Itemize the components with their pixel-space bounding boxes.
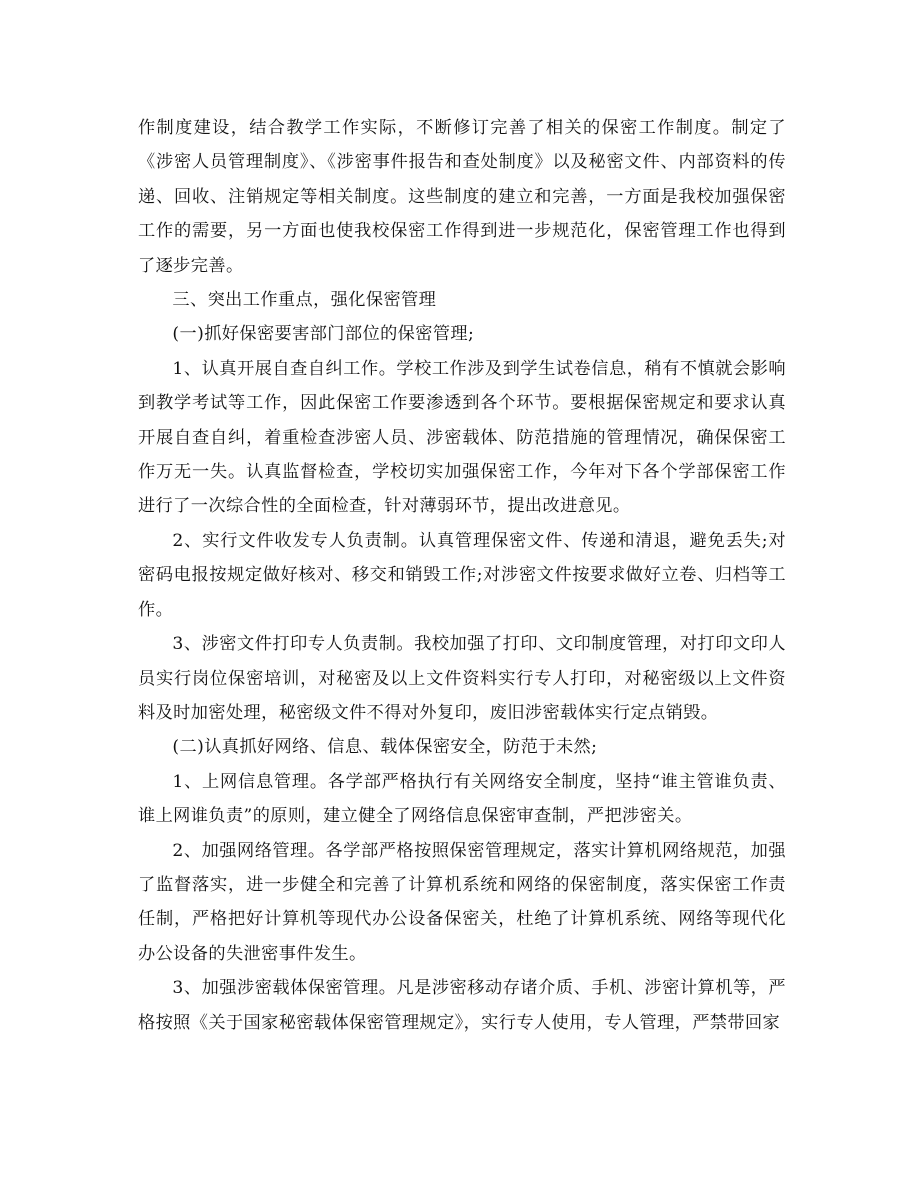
paragraph-item-2-document-handling: 2、实行文件收发专人负责制。认真管理保密文件、传递和清退，避免丢失;对密码电报按规定做好核对、移交和销毁工作;对涉密文件按要求做好立卷、归档等工作。 bbox=[138, 530, 786, 620]
paragraph-item-3-printing: 3、涉密文件打印专人负责制。我校加强了打印、文印制度管理，对打印文印人员实行岗位保密培训，对秘密及以上文件资料实行专人打印，对秘密级以上文件资料及时加密处理，秘密级文件不得对外复印，废旧涉密载体实行定点销毁。 bbox=[138, 634, 786, 723]
paragraph-item-1-self-check: 1、认真开展自查自纠工作。学校工作涉及到学生试卷信息，稍有不慎就会影响到教学考试等工作，因此保密工作要渗透到各个环节。要根据保密规定和要求认真开展自查自纠，着重检查涉密人员、涉密载体、防范措施的管理情况，确保保密工作万无一失。认真监督检查，学校切实加强保密工作，今年对下各个学部保密工作进行了一次综合性的全面检查，针对薄弱环节，提出改进意见。 bbox=[138, 358, 786, 517]
section-heading-3: 三、突出工作重点，强化保密管理 bbox=[172, 290, 437, 311]
paragraph-continuation: 作制度建设，结合教学工作实际，不断修订完善了相关的保密工作制度。制定了《涉密人员管理制度》、《涉密事件报告和查处制度》以及秘密文件、内部资料的传递、回收、注销规定等相关制度。这些制度的建立和完善，一方面是我校加强保密工作的需要，另一方面也使我校保密工作得到进一步规范化，保密管理工作也得到了逐步完善。 bbox=[138, 118, 786, 276]
paragraph-item-1-online-info: 1、上网信息管理。各学部严格执行有关网络安全制度，坚持“谁主管谁负责、谁上网谁负责”的原则，建立健全了网络信息保密审查制，严把涉密关。 bbox=[138, 771, 786, 827]
paragraph-item-2-network: 2、加强网络管理。各学部严格按照保密管理规定，落实计算机网络规范，加强了监督落实，进一步健全和完善了计算机系统和网络的保密制度，落实保密工作责任制，严格把好计算机等现代办公设备保密关，杜绝了计算机系统、网络等现代化办公设备的失泄密事件发生。 bbox=[138, 840, 786, 964]
subsection-heading-1: (一)抓好保密要害部门部位的保密管理; bbox=[172, 324, 475, 345]
document-body bbox=[138, 111, 786, 1040]
subsection-heading-2: (二)认真抓好网络、信息、载体保密安全，防范于未然; bbox=[172, 737, 598, 758]
paragraph-item-3-media: 3、加强涉密载体保密管理。凡是涉密移动存诸介质、手机、涉密计算机等，严格按照《关于国家秘密载体保密管理规定》，实行专人使用，专人管理，严禁带回家 bbox=[138, 978, 786, 1033]
